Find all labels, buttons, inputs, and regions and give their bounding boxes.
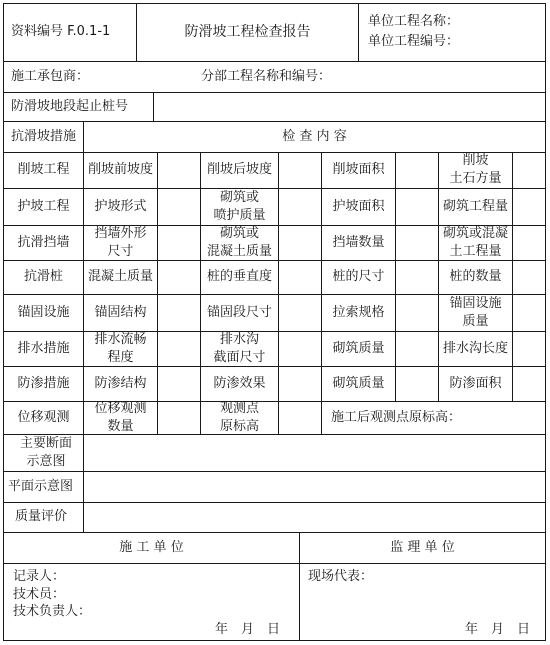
contractor-label: 施工承包商：	[11, 69, 90, 84]
quality-evaluation-label: 质量评价	[15, 509, 68, 524]
rule	[83, 121, 84, 533]
displacement-label: 位移观测	[17, 410, 70, 425]
rule	[3, 502, 546, 503]
rule	[153, 92, 154, 122]
construction-unit-header: 施 工 单 位	[119, 540, 184, 555]
rule	[358, 3, 359, 62]
item-1-cell: 护坡形式	[94, 198, 147, 214]
displacement-obs-point: 观测点 原标高	[219, 401, 259, 434]
item-1-cell: 削坡前坡度	[87, 162, 153, 177]
supervision-unit-header: 监 理 单 位	[390, 540, 455, 555]
rule	[3, 92, 546, 93]
tech-lead-label: 技术负责人：	[13, 604, 92, 619]
row-measure-cell: 抗滑挡墙	[17, 234, 70, 250]
rule	[278, 401, 279, 435]
rule	[3, 61, 546, 62]
recorder-label: 记录人：	[13, 569, 66, 584]
item-1-cell: 锚固结构	[94, 304, 147, 320]
measure-column-header: 抗滑坡措施	[10, 129, 76, 144]
item-1-cell: 挡墙外形 尺寸	[94, 226, 147, 259]
item-2-cell: 砌筑或 喷护质量	[213, 189, 266, 223]
item-2-cell: 锚固段尺寸	[206, 304, 272, 320]
rule	[3, 563, 546, 564]
date-left: 年 月 日	[215, 622, 281, 637]
item-4-cell: 桩的数量	[449, 269, 502, 284]
rule	[3, 471, 546, 472]
item-2-cell: 削坡后坡度	[206, 162, 272, 177]
item-4-cell: 防渗面积	[449, 375, 502, 391]
content-column-header: 检 查 内 容	[282, 129, 347, 144]
item-2-cell: 砌筑或 混凝土质量	[206, 226, 272, 259]
item-3-cell: 拉索规格	[332, 304, 385, 320]
sub-project-label: 分部工程名称和编号：	[201, 69, 332, 84]
doc-number: 资料编号 F.0.1-1	[11, 24, 111, 39]
unit-project-name: 单位工程名称：	[368, 14, 460, 29]
item-1-cell: 混凝土质量	[87, 269, 153, 284]
main-section-sketch-label: 主要断面 示意图	[19, 436, 72, 469]
row-measure-cell: 防渗措施	[17, 375, 70, 391]
rule	[157, 401, 158, 435]
item-4-cell: 锚固设施 质量	[449, 295, 502, 329]
item-3-cell: 砌筑质量	[332, 375, 385, 391]
technician-label: 技术员：	[13, 587, 66, 602]
displacement-obs-qty: 位移观测 数量	[94, 401, 147, 434]
site-rep-label: 现场代表：	[308, 569, 374, 584]
row-measure-cell: 抗滑桩	[23, 269, 63, 284]
item-3-cell: 削坡面积	[332, 162, 385, 177]
rule	[278, 152, 279, 402]
rule	[3, 532, 546, 533]
item-4-cell: 排水沟长度	[442, 340, 508, 356]
item-4-cell: 砌筑或混凝 土工程量	[442, 226, 508, 259]
row-measure-cell: 削坡工程	[17, 162, 70, 177]
row-measure-cell: 锚固设施	[17, 304, 70, 320]
rule	[3, 3, 546, 4]
displacement-after: 施工后观测点原标高：	[331, 410, 462, 425]
item-3-cell: 护坡面积	[332, 198, 385, 214]
item-2-cell: 防渗效果	[213, 375, 266, 391]
rule	[545, 3, 546, 641]
row-measure-cell: 排水措施	[17, 340, 70, 356]
rule	[3, 640, 546, 641]
item-4-cell: 削坡 土石方量	[449, 153, 502, 186]
item-4-cell: 砌筑工程量	[442, 198, 508, 214]
item-2-cell: 排水沟 截面尺寸	[213, 332, 266, 365]
date-right: 年 月 日	[465, 622, 531, 637]
item-2-cell: 桩的垂直度	[206, 269, 272, 284]
item-1-cell: 排水流畅 程度	[94, 332, 147, 365]
rule	[3, 121, 546, 122]
rule	[395, 152, 396, 402]
item-3-cell: 砌筑质量	[332, 340, 385, 356]
segment-label: 防滑坡地段起止桩号	[11, 99, 129, 114]
rule	[512, 152, 513, 402]
plan-sketch-label: 平面示意图	[8, 479, 74, 494]
report-title: 防滑坡工程检查报告	[184, 24, 311, 40]
item-1-cell: 防渗结构	[94, 375, 147, 391]
rule	[157, 152, 158, 402]
row-measure-cell: 护坡工程	[17, 198, 70, 214]
item-3-cell: 挡墙数量	[332, 234, 385, 250]
unit-project-number: 单位工程编号：	[368, 34, 460, 49]
rule	[321, 401, 322, 435]
item-3-cell: 桩的尺寸	[332, 269, 385, 284]
inspection-report-form	[3, 3, 546, 641]
